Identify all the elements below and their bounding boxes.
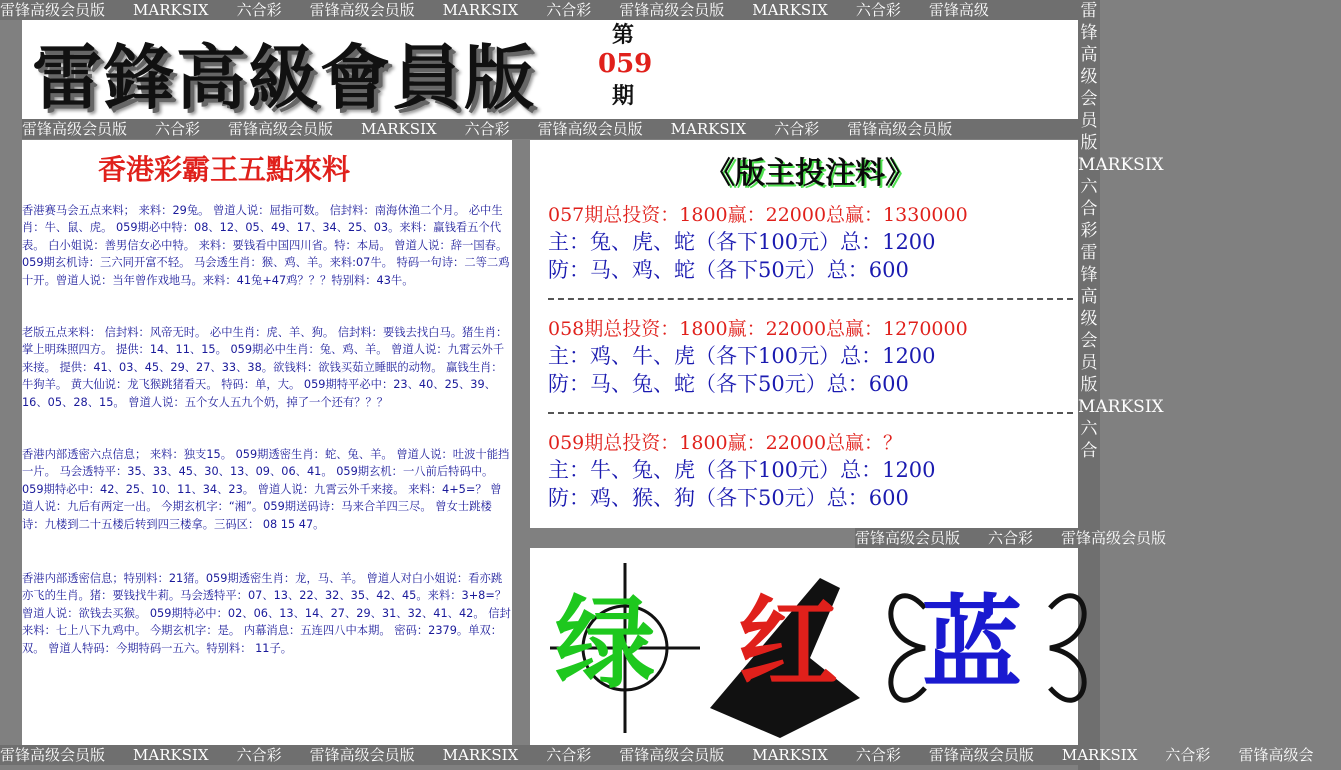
blue-character <box>922 584 1022 702</box>
dashed-divider <box>548 412 1073 414</box>
info-paragraph-4: 香港内部透密信息；特别料：21猪。059期透密生肖：龙，马、羊。 曾道人对白小姐说：看亦跳亦飞的生肖。猪：要钱找牛莉。马会透特平：07、13、22、32、35、42、45。来料：3+8=？ 曾道人说：欲钱去买猴。 059期特必中：02、06、13、14、27、29、31、32、41、42。 信封来料：七上八下九鸡中。 今期玄机字：是。 内幕消息：五连四八中本期。 密码：2379。单双：双。 曾道人特码：今期特码一五六。特别料： 11子。 <box>22 572 511 655</box>
banner-text: 雷锋高级会员版 <box>928 746 1034 764</box>
banner-text: 六合彩 <box>988 529 1034 547</box>
banner-text: MARKSIX <box>752 746 828 764</box>
period-summary: 058期总投资：1800赢：22000总赢：1270000 <box>548 318 968 340</box>
issue-prefix: 第 <box>611 22 634 48</box>
green-char: 绿 <box>555 584 655 702</box>
banner-text: 雷锋高级 <box>928 1 989 19</box>
banner-text: 六合彩 <box>236 1 282 19</box>
info-paragraph-3: 香港内部透密六点信息； 来料：独支15。 059期透密生肖：蛇、兔、羊。 曾道人说：吐波十能挡一片。 马会透特平：35、33、45、30、13、09、06、41。 059期玄机：一八前后特码中。 059期特必中：42、25、10、11、34、23。 曾道人说：九霄云外千来接。 来料：4+5=？ 曾道人说：九后有两定一出。 今期玄机字：“湘”。059期送码诗：马来合羊四三尽。 曾女士跳楼诗：九楼到二十五楼后转到四三楼拿。三码区： 08 15 47。 <box>22 448 510 531</box>
defense-bet-line: 防：马、鸡、蛇（各下50元）总：600 <box>548 258 909 282</box>
banner-text: 六合彩 <box>155 120 201 138</box>
banner-text: 雷锋高级会员版 <box>537 120 643 138</box>
issue-number-block <box>598 18 653 110</box>
banner-text: 六合彩 <box>236 746 282 764</box>
banner-text: 雷锋高级会员版 <box>1061 529 1167 547</box>
info-paragraph-1: 香港赛马会五点来料； 来料：29兔。 曾道人说：屈指可数。 信封料：南海休渔二个月。 必中生肖：牛、鼠、虎。 059期必中特：08、12、05、49、17、34、25、03。来料：赢钱看五个代表。 白小姐说：善男信女必中特。 来料：要钱看中国四川省。特：本局。 曾道人说：辞一国春。 059期玄机诗：三六同开富不轻。 马会透生肖：猴、鸡、羊。来料:07牛。 特码一句诗：二等二鸡十开。曾道人说：当年曾作戏地马。来料：41兔+47鸡？？？特别料：43牛。 <box>22 204 510 287</box>
swirl-shape <box>891 596 925 700</box>
red-char: 红 <box>738 584 838 702</box>
banner-text: 雷锋高级会员版 <box>309 746 415 764</box>
middle-banner <box>22 119 1078 139</box>
green-character <box>555 584 655 702</box>
banner-text: 雷锋高级会员版 <box>22 120 128 138</box>
banner-text: 雷锋高级会员版 <box>0 746 106 764</box>
banner-text: 雷锋高级会员版 <box>619 746 725 764</box>
period-summary: 057期总投资：1800赢：22000总赢：1330000 <box>548 204 968 226</box>
blue-char: 蓝 <box>922 584 1022 702</box>
banner-text: 雷锋高级会员版 <box>309 1 415 19</box>
issue-suffix: 期 <box>611 83 634 109</box>
info-paragraph-2: 老版五点来料： 信封料：风帝无时。 必中生肖：虎、羊、狗。 信封料：要钱去找白马。猪生肖：掌上明珠照四方。 提供：14、11、15。 059期必中生肖：兔、鸡、羊。 曾道人说：九霄云外千来接。 提供：41、03、45、29、27、33、38。欲钱料：欲钱买茹立睡眠的动物。 赢钱生肖：牛狗羊。 黄大仙说：龙飞猴跳猪看天。 特码：单，大。 059期特平必中：23、40、25、39、16、05、28、15。 曾道人说：五个女人五九个奶，掉了一个还有？？？ <box>22 326 508 409</box>
banner-text: MARKSIX <box>442 1 519 19</box>
main-bet-line: 主：牛、兔、虎（各下100元）总：1200 <box>548 458 936 482</box>
title-text: 雷鋒高級會員版 <box>32 36 536 119</box>
banner-text: MARKSIX <box>442 746 519 764</box>
banner-text: 雷锋高级会员版 <box>0 1 106 19</box>
banner-text: 六合彩 <box>774 120 820 138</box>
banner-text: 六合彩 <box>546 746 592 764</box>
banner-text: 雷锋高级会员版 <box>228 120 334 138</box>
period-block-059 <box>548 430 936 512</box>
banner-text: 六合彩 <box>464 120 510 138</box>
issue-number: 059 <box>598 49 653 79</box>
banner-text: 六合彩 <box>546 1 592 19</box>
banner-text: 雷锋高级会员版 <box>847 120 953 138</box>
bottom-banner <box>0 745 1314 765</box>
dashed-divider <box>548 298 1073 300</box>
banner-text: 六合彩 <box>1165 746 1211 764</box>
top-banner <box>0 0 1078 20</box>
period-summary: 059期总投资：1800赢：22000总赢：？ <box>548 432 903 454</box>
banner-text: 六合彩 <box>855 746 901 764</box>
banner-text: MARKSIX <box>133 746 209 764</box>
red-character <box>738 584 838 702</box>
main-bet-line: 主：鸡、牛、虎（各下100元）总：1200 <box>548 344 936 368</box>
banner-text: MARKSIX <box>670 120 747 138</box>
lower-right-banner <box>855 528 1167 548</box>
period-block-057 <box>548 202 968 284</box>
banner-text: MARKSIX <box>1061 746 1138 764</box>
header-title <box>32 22 536 123</box>
banner-text: MARKSIX <box>361 120 437 138</box>
period-block-058 <box>548 316 968 398</box>
banner-text: MARKSIX <box>133 1 209 19</box>
banner-text: 雷锋高级会员版 <box>855 529 961 547</box>
banner-text: 雷锋高级会 <box>1238 746 1314 764</box>
defense-bet-line: 防：马、兔、蛇（各下50元）总：600 <box>548 372 909 396</box>
banner-text: 雷锋高级会员版 <box>619 1 725 19</box>
right-heading: 《版主投注料》 <box>705 156 915 191</box>
banner-text: 六合彩 <box>855 1 901 19</box>
right-vertical-banner: 雷锋高级会员版MARKSIX六合彩雷锋高级会员版MARKSIX六合 <box>1078 0 1100 770</box>
left-heading: 香港彩霸王五點來料 <box>98 153 351 186</box>
main-bet-line: 主：兔、虎、蛇（各下100元）总：1200 <box>548 230 936 254</box>
banner-text: MARKSIX <box>752 1 828 19</box>
defense-bet-line: 防：鸡、猴、狗（各下50元）总：600 <box>548 486 909 510</box>
